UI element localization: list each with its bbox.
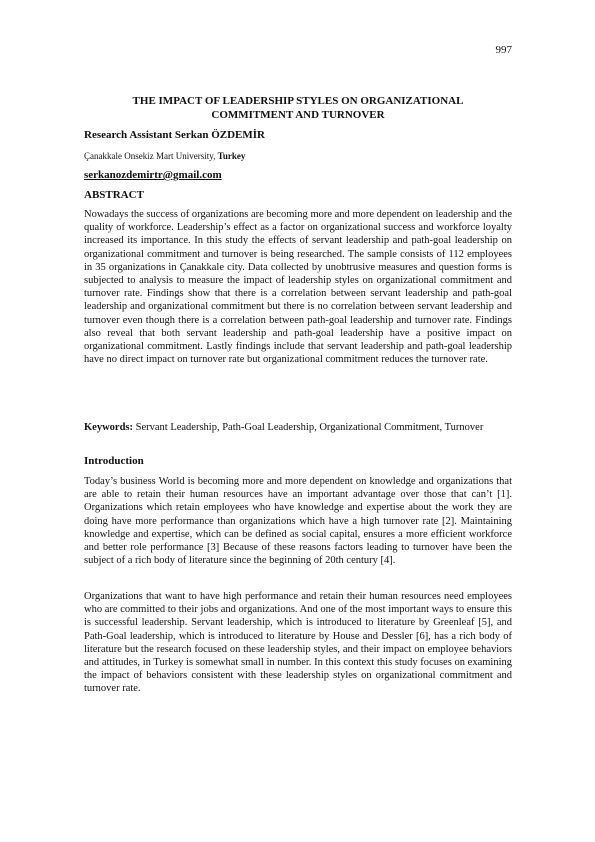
paper-title-line-1: THE IMPACT OF LEADERSHIP STYLES ON ORGANIZATIONAL: [132, 95, 464, 107]
abstract-heading: ABSTRACT: [84, 189, 144, 201]
keywords-text: Servant Leadership, Path-Goal Leadership, Organizational Commitment, Turnover: [133, 422, 484, 433]
keywords-label: Keywords:: [84, 422, 133, 433]
affiliation-institution: Çanakkale Onsekiz Mart University,: [84, 151, 218, 161]
paper-title-line-2: COMMITMENT AND TURNOVER: [211, 109, 385, 121]
introduction-heading: Introduction: [84, 455, 144, 467]
keywords: [84, 421, 512, 434]
paper-title: [84, 94, 512, 122]
page-number: 997: [495, 44, 512, 56]
introduction-paragraph-1: Today’s business World is becoming more and more dependent on knowledge and organizations that are able to retain their human resources have an important advantage over those that can’t [1]. Organizations which retain employees who have knowledge and expertise about the work they are doing have more performance than organizations which have a high turnover rate [2]. Maintaining knowledge and expertise, which can be defined as social capital, ensures a more efficient workforce and better role performance [3] Because of these reasons factors leading to turnover have been the subject of a rich body of literature since the beginning of 20th century [4].: [84, 476, 512, 567]
introduction-paragraph-2: Organizations that want to have high performance and retain their human resources need employees who are committed to their jobs and organizations. And one of the most important ways to ensure this is successful leadership. Servant leadership, which is introduced to literature by Greenleaf [5], and Path-Goal leadership, which is introduced to literature by House and Dessler [6], has a rich body of literature but the research focused on these leadership styles, and their impact on employee behaviors and attitudes, in Turkey is somewhat small in number. In this context this study focuses on examining the impact of behaviors consistent with these leadership styles on organizational commitment and turnover rate.: [84, 591, 512, 695]
author-affiliation: [84, 150, 512, 162]
abstract-text: Nowadays the success of organizations are becoming more and more dependent on leadership and the quality of workforce. Leadership’s effect as a factor on organizational success and workforce loyalty increased its importance. In this study the effects of servant leadership and path-goal leadership on organizational commitment and turnover is being researched. The sample consists of 112 employees in 35 organizations in Çanakkale city. Data collected by unobtrusive measures and question forms is subjected to analysis to measure the impact of leadership styles on organizational commitment and turnover rate. Findings show that there is a correlation between servant leadership and path-goal leadership and organizational commitment but there is no correlation between servant leadership and turnover even though there is a correlation between path-goal leadership and turnover rate. Findings also reveal that both servant leadership and path-goal leadership have a positive impact on organizational commitment. Lastly findings include that servant leadership and path-goal leadership have no direct impact on turnover rate but organizational commitment reduces the turnover rate.: [84, 209, 512, 366]
author-name: Research Assistant Serkan ÖZDEMİR: [84, 129, 266, 141]
author-email-link[interactable]: serkanozdemirtr@gmail.com: [84, 169, 222, 181]
affiliation-country: Turkey: [217, 151, 246, 161]
